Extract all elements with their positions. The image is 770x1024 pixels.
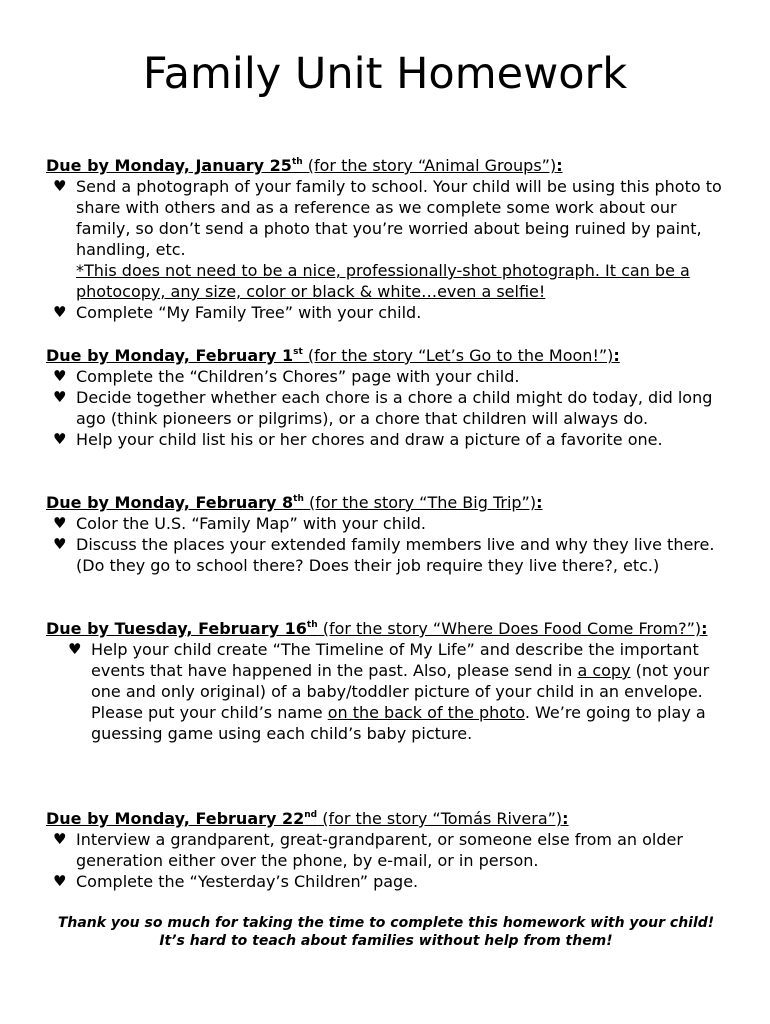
thank-you-footer (46, 914, 726, 950)
heart-icon: ♥ (53, 830, 67, 848)
heart-icon: ♥ (53, 177, 67, 195)
due-heading: Due by Monday, January 25th (for the story “Animal Groups”): (46, 156, 563, 175)
heart-icon: ♥ (53, 367, 67, 385)
homework-section-feb22 (46, 808, 736, 892)
homework-section-feb1 (46, 345, 736, 450)
page-title: Family Unit Homework (142, 49, 628, 99)
heart-icon: ♥ (53, 872, 67, 890)
homework-section-feb16 (46, 618, 736, 744)
list-item: ♥ Color the U.S. “Family Map” with your child. (53, 514, 426, 533)
due-heading: Due by Monday, February 8th (for the story “The Big Trip”): (46, 493, 543, 512)
due-heading: Due by Monday, February 22nd (for the story “Tomás Rivera”): (46, 809, 569, 828)
homework-section-feb8 (46, 492, 736, 576)
due-heading: Due by Monday, February 1st (for the story “Let’s Go to the Moon!”): (46, 346, 620, 365)
homework-section-jan25 (46, 155, 736, 323)
heart-icon: ♥ (53, 388, 67, 406)
heart-icon: ♥ (53, 535, 67, 553)
footer-line: It’s hard to teach about families without help from them! (159, 933, 613, 949)
footer-line: Thank you so much for taking the time to complete this homework with your child! (57, 915, 715, 931)
list-item: ♥ Discuss the places your extended family members live and why they live there. (Do they go to school there? Does their job require they live there?, etc.) (53, 535, 715, 575)
heart-icon: ♥ (53, 514, 67, 532)
list-item: ♥ Complete the “Children’s Chores” page with your child. (53, 367, 520, 386)
heart-icon: ♥ (53, 430, 67, 448)
heart-icon: ♥ (53, 303, 67, 321)
list-item: ♥ Complete “My Family Tree” with your child. (53, 303, 422, 322)
list-item: ♥ Decide together whether each chore is a chore a child might do today, did long ago (think pioneers or pilgrims), or a chore that children will always do. (53, 388, 713, 428)
photo-note: *This does not need to be a nice, professionally-shot photograph. It can be a photocopy, any size, color or black & white…even a selfie! (76, 261, 690, 301)
list-item: ♥ Interview a grandparent, great-grandparent, or someone else from an older generation either over the phone, by e-mail, or in person. (53, 830, 683, 870)
list-item: ♥ Complete the “Yesterday’s Children” page. (53, 872, 419, 891)
due-heading: Due by Tuesday, February 16th (for the story “Where Does Food Come From?”): (46, 619, 708, 638)
list-item: ♥ Help your child list his or her chores and draw a picture of a favorite one. (53, 430, 663, 449)
list-item: ♥ Help your child create “The Timeline of My Life” and describe the important events that have happened in the past. Also, please send in a copy (not your one and only original) of a baby/toddler picture of your child in an envelope. Please put your child’s name on the back of the photo. We’re going to play a guessing game using each child’s baby picture. (68, 640, 710, 743)
list-item: ♥ Send a photograph of your family to school. Your child will be using this photo to share with others and as a reference as we complete some work about our family, so don’t send a photo that you’re worried about being ruined by paint, handling, etc. *This does not need to be a nice, professionally-shot photograph. It can be a photocopy, any size, color or black & white…even a selfie! (53, 177, 722, 301)
heart-icon: ♥ (68, 640, 82, 658)
